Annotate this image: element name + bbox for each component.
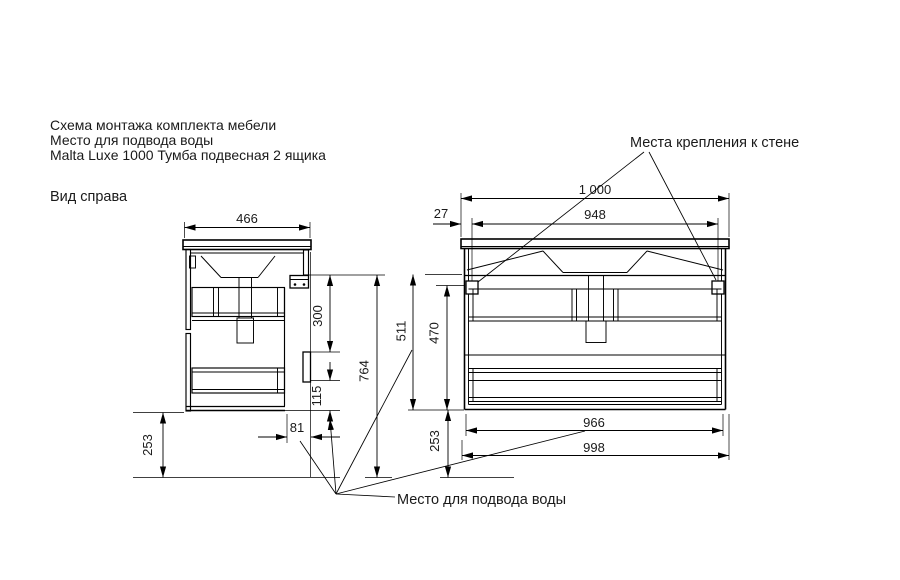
side-lower-drawer-front [186,334,191,412]
dim-mount-height: 470 [426,322,442,344]
dim-81 [258,414,340,443]
water-leader-diagonal [336,350,412,494]
dim-side-below: 253 [140,434,155,456]
dim-cab-height: 511 [393,320,409,342]
front-left-bracket [466,281,478,294]
front-view-drawing [461,239,729,410]
dim-outer-width: 998 [583,440,605,455]
side-upper-drawer [192,288,285,321]
front-right-bracket [712,281,724,294]
water-supply-label: Место для подвода воды [397,492,566,508]
dim-side-width: 466 [236,211,258,226]
water-supply-callout [300,350,585,508]
dim-box-bottom: 115 [309,385,324,407]
dim-full-width: 1 000 [578,182,612,197]
side-basin [191,253,303,278]
side-water-supply-box [303,352,311,382]
side-countertop [183,240,311,250]
title-line-2: Место для подвода воды [50,132,214,148]
dim-470 [427,286,465,411]
front-basin [465,251,726,276]
title-line-1: Схема монтажа комплекта мебели [50,117,277,133]
dim-253-front [427,410,448,478]
dim-27-948 [433,206,718,281]
dim-300 [309,275,386,352]
title-block [50,117,326,205]
side-view-drawing [183,240,311,477]
water-leader-side [300,441,336,494]
dim-466 [185,211,311,238]
water-leader-label [336,494,395,497]
dim-edge-offset: 27 [433,206,449,221]
dim-966 [466,414,723,436]
water-leader-vertical [330,419,336,494]
dim-inner-width: 966 [583,415,605,430]
front-top-panel [461,239,729,249]
dim-wall-offset: 81 [289,420,305,435]
side-back-edge [304,250,309,275]
dim-box-top: 300 [310,305,325,327]
front-drain-pipe [586,276,606,343]
dim-total-height: 764 [356,360,372,382]
side-view-label: Вид справа [50,189,128,205]
front-lower-drawer [469,369,722,402]
wall-mount-leader-right [649,152,716,280]
side-lower-drawer [192,368,285,393]
water-leader-front [336,431,585,494]
dim-mount-span: 948 [584,207,606,222]
front-upper-drawer [469,289,722,321]
wall-mount-leader-left [478,152,644,282]
dim-115 [285,362,340,428]
wall-mount-label: Места крепления к стене [630,135,800,151]
title-line-3: Malta Luxe 1000 Тумба подвесная 2 ящика [50,147,326,163]
dim-253-side [133,413,184,478]
dim-front-below: 253 [427,430,442,452]
side-wall-bracket [290,276,309,289]
dim-764 [357,275,393,478]
